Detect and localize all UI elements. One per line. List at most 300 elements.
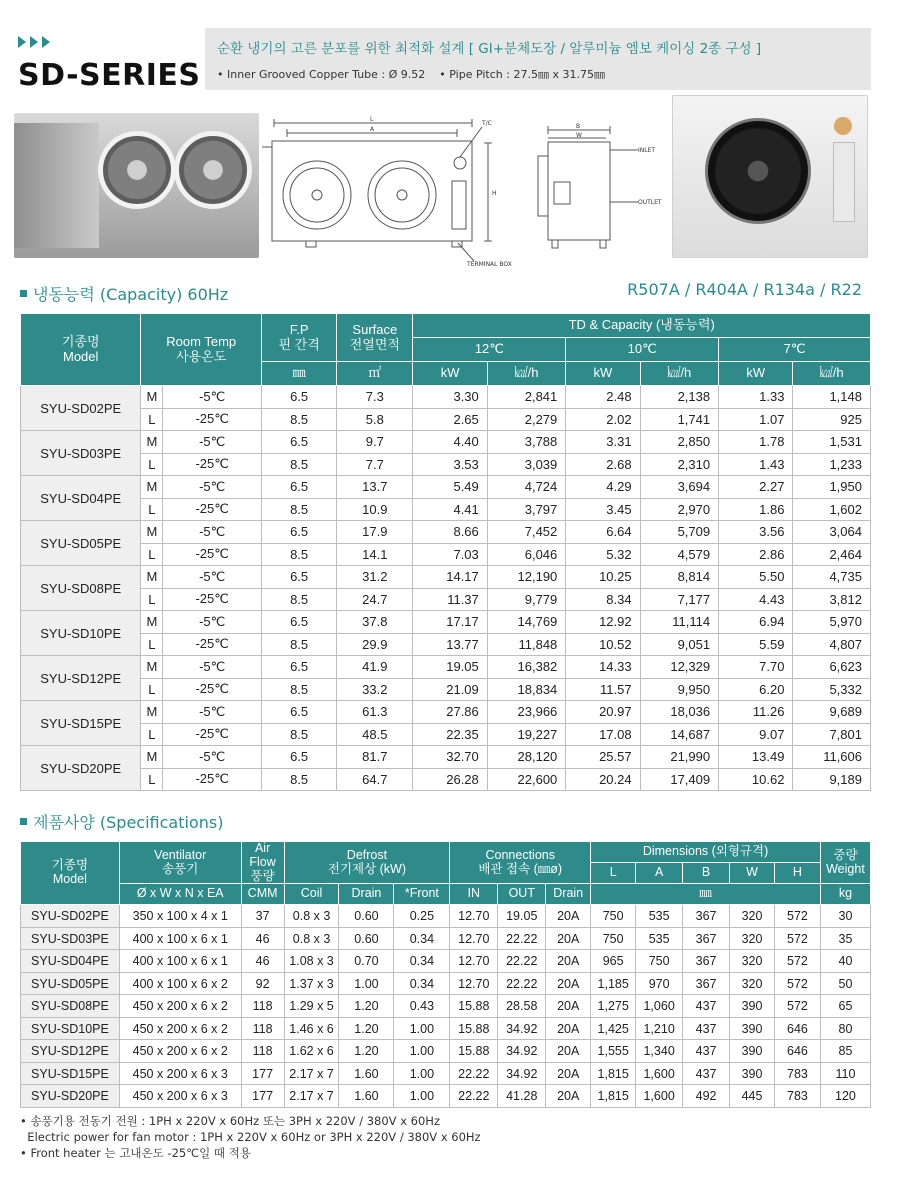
table-cell: 1.00 xyxy=(394,1017,450,1040)
table-cell: 4.43 xyxy=(719,588,793,611)
capacity-table: 기종명 Model Room Temp 사용온도 F.P 핀 간격 Surface 전열면적 TD & Capacity (냉동능력) 12℃ 10℃ 7℃ ㎜ ㎡ kW ㎉/h kW ㎉/h kW ㎉/h SYU-SD02PE M -5℃ 6.5 7.3 3.30 2,841 2.48 2,138 1.33 1,148 L -25℃ 8.5 5.8 2.65 2,279 2.02 1,741 1.07 925 SYU-SD03PE M -5℃ 6.5 9.7 4.40 3,788 3.31 2,850 1.78 1,531 L -25℃ 8.5 7.7 3.53 3,039 2.68 2,310 1.43 1,233 SYU-SD04PE M -5℃ 6.5 13.7 5.49 4,724 4.29 3,694 2.27 1,950 L -25℃ 8.5 10.9 4.41 3,797 3.45 2,970 1.86 1,602 SYU-SD05PE M -5℃ 6.5 17.9 8.66 7,452 6.64 5,709 3.56 3,064 L -25℃ 8.5 14.1 7.03 6,046 5.32 4,579 2.86 2,464 SYU-SD08PE M -5℃ 6.5 31.2 14.17 12,190 10.25 8,814 5.50 4,735 L -25℃ 8.5 24.7 11.37 9,779 8.34 7,177 4.43 3,812 SYU-SD10PE M -5℃ 6.5 37.8 17.17 14,769 12.92 11,114 6.94 5,970 L -25℃ 8.5 29.9 13.77 11,848 10.52 9,051 5.59 4,807 SYU-SD12PE M -5℃ 6.5 41.9 19.05 16,382 14.33 12,329 7.70 6,623 L -25℃ 8.5 33.2 21.09 18,834 11.57 9,950 6.20 5,332 SYU-SD15PE M -5℃ 6.5 61.3 27.86 23,966 20.97 18,036 11.26 9,689 L -25℃ 8.5 48.5 22.35 19,227 17.08 14,687 9.07 7,801 SYU-SD20PE M -5℃ 6.5 81.7 32.70 28,120 25.57 21,990 13.49 11,606 L -25℃ 8.5 64.7 26.28 22,600 20.24 17,409 10.62 9,189 xyxy=(20,313,871,791)
capacity-title: 냉동능력 (Capacity) 60Hz xyxy=(20,282,228,305)
label-tc: T/C xyxy=(482,120,492,127)
table-cell: 965 xyxy=(591,950,636,973)
table-cell: 33.2 xyxy=(337,678,413,701)
table-cell: 8,814 xyxy=(640,566,719,589)
table-cell: 61.3 xyxy=(337,701,413,724)
table-cell: 20A xyxy=(546,995,591,1018)
table-cell: 2,464 xyxy=(793,543,871,566)
table-row xyxy=(21,950,871,973)
table-cell: 1,060 xyxy=(636,995,683,1018)
table-cell: 6.20 xyxy=(719,678,793,701)
table-row xyxy=(21,521,871,544)
label-outlet: OUTLET xyxy=(638,199,662,206)
model-cell: SYU-SD02PE xyxy=(21,386,141,431)
table-cell: L xyxy=(141,543,163,566)
table-row xyxy=(21,927,871,950)
table-cell: 2,841 xyxy=(487,386,566,409)
table-cell: L xyxy=(141,768,163,791)
table-cell: 2,310 xyxy=(640,453,719,476)
table-row xyxy=(21,995,871,1018)
capacity-header-row xyxy=(21,314,871,338)
table-cell: M xyxy=(141,566,163,589)
table-cell: 1,600 xyxy=(636,1085,683,1108)
table-cell: 6.5 xyxy=(262,521,337,544)
table-cell: 400 x 100 x 6 x 2 xyxy=(119,972,241,995)
table-cell: 0.8 x 3 xyxy=(284,927,339,950)
table-cell: 6.5 xyxy=(262,431,337,454)
table-cell: 11.37 xyxy=(413,588,487,611)
table-cell: 1,600 xyxy=(636,1062,683,1085)
unit-mm: ㎜ xyxy=(262,362,337,386)
table-cell: -25℃ xyxy=(163,543,262,566)
table-cell: 1,950 xyxy=(793,476,871,499)
model-cell: SYU-SD03PE xyxy=(21,431,141,476)
table-cell: 783 xyxy=(774,1085,820,1108)
label-terminal: TERMINAL BOX xyxy=(467,261,512,268)
product-photo-single-fan xyxy=(672,95,868,258)
table-cell: 750 xyxy=(636,950,683,973)
table-cell: 21,990 xyxy=(640,746,719,769)
model-cell: SYU-SD05PE xyxy=(21,521,141,566)
table-cell: 367 xyxy=(683,927,730,950)
table-cell: 2,970 xyxy=(640,498,719,521)
table-cell: 572 xyxy=(774,950,820,973)
table-cell: 48.5 xyxy=(337,723,413,746)
table-cell: 535 xyxy=(636,905,683,928)
table-cell: 5.59 xyxy=(719,633,793,656)
model-cell: SYU-SD12PE xyxy=(21,1040,120,1063)
table-cell: 572 xyxy=(774,995,820,1018)
table-cell: 20A xyxy=(546,1017,591,1040)
table-cell: 65 xyxy=(820,995,870,1018)
table-cell: 118 xyxy=(241,995,284,1018)
model-cell: SYU-SD08PE xyxy=(21,995,120,1018)
table-cell: -5℃ xyxy=(163,476,262,499)
table-cell: 22,600 xyxy=(487,768,566,791)
table-cell: 2.86 xyxy=(719,543,793,566)
table-cell: 8.5 xyxy=(262,498,337,521)
table-row xyxy=(21,453,871,476)
table-cell: 0.43 xyxy=(394,995,450,1018)
table-cell: 3.31 xyxy=(566,431,640,454)
table-cell: 1.46 x 6 xyxy=(284,1017,339,1040)
table-cell: 7.70 xyxy=(719,656,793,679)
table-cell: 46 xyxy=(241,927,284,950)
table-cell: 3,797 xyxy=(487,498,566,521)
table-row xyxy=(21,431,871,454)
table-cell: 8.5 xyxy=(262,543,337,566)
product-photo-dual-fan xyxy=(14,113,259,258)
table-cell: 22.22 xyxy=(450,1085,498,1108)
table-cell: 11,848 xyxy=(487,633,566,656)
table-cell: 41.9 xyxy=(337,656,413,679)
table-cell: 8.5 xyxy=(262,588,337,611)
pitch-value: 27.5㎜ x 31.75㎜ xyxy=(513,68,605,81)
label-A: A xyxy=(370,126,375,133)
table-cell: 4,724 xyxy=(487,476,566,499)
table-cell: -25℃ xyxy=(163,588,262,611)
model-cell: SYU-SD15PE xyxy=(21,701,141,746)
table-cell: 1.86 xyxy=(719,498,793,521)
table-cell: 7.03 xyxy=(413,543,487,566)
table-cell: 24.7 xyxy=(337,588,413,611)
table-cell: 6.5 xyxy=(262,611,337,634)
fan-icon xyxy=(98,131,176,209)
table-row xyxy=(21,566,871,589)
table-row xyxy=(21,498,871,521)
table-cell: 572 xyxy=(774,927,820,950)
table-cell: 0.70 xyxy=(339,950,394,973)
table-cell: 12.70 xyxy=(450,927,498,950)
table-cell: 9,689 xyxy=(793,701,871,724)
table-cell: 34.92 xyxy=(498,1040,546,1063)
table-cell: 4.40 xyxy=(413,431,487,454)
table-cell: 64.7 xyxy=(337,768,413,791)
table-cell: 6.5 xyxy=(262,476,337,499)
table-cell: 320 xyxy=(730,905,775,928)
table-cell: 450 x 200 x 6 x 3 xyxy=(119,1062,241,1085)
table-cell: 118 xyxy=(241,1040,284,1063)
table-cell: 14.17 xyxy=(413,566,487,589)
table-cell: 8.66 xyxy=(413,521,487,544)
table-cell: 572 xyxy=(774,905,820,928)
table-cell: 450 x 200 x 6 x 2 xyxy=(119,995,241,1018)
table-cell: 1,275 xyxy=(591,995,636,1018)
table-cell: 2.17 x 7 xyxy=(284,1085,339,1108)
table-row xyxy=(21,1062,871,1085)
table-cell: 437 xyxy=(683,1017,730,1040)
model-cell: SYU-SD08PE xyxy=(21,566,141,611)
table-cell: 17.08 xyxy=(566,723,640,746)
table-cell: L xyxy=(141,453,163,476)
table-cell: 1,148 xyxy=(793,386,871,409)
footnotes xyxy=(20,1113,481,1161)
table-cell: -25℃ xyxy=(163,633,262,656)
table-cell: 9,051 xyxy=(640,633,719,656)
table-cell: -25℃ xyxy=(163,678,262,701)
table-cell: 6.94 xyxy=(719,611,793,634)
table-cell: 2,850 xyxy=(640,431,719,454)
table-cell: 1.00 xyxy=(394,1040,450,1063)
table-cell: 1,340 xyxy=(636,1040,683,1063)
table-cell: 14.1 xyxy=(337,543,413,566)
table-cell: 31.2 xyxy=(337,566,413,589)
table-cell: 3.45 xyxy=(566,498,640,521)
model-cell: SYU-SD10PE xyxy=(21,611,141,656)
table-cell: 535 xyxy=(636,927,683,950)
table-cell: 7.7 xyxy=(337,453,413,476)
table-cell: 12.70 xyxy=(450,972,498,995)
tube-value: Ø 9.52 xyxy=(388,68,426,81)
table-row xyxy=(21,633,871,656)
model-cell: SYU-SD03PE xyxy=(21,927,120,950)
table-cell: 10.62 xyxy=(719,768,793,791)
table-cell: 7.3 xyxy=(337,386,413,409)
model-cell: SYU-SD20PE xyxy=(21,1085,120,1108)
table-cell: 8.5 xyxy=(262,768,337,791)
table-cell: 29.9 xyxy=(337,633,413,656)
bullet-square-icon xyxy=(20,818,27,825)
table-cell: 445 xyxy=(730,1085,775,1108)
table-cell: 19.05 xyxy=(498,905,546,928)
front-view-drawing xyxy=(262,113,524,268)
table-cell: 367 xyxy=(683,972,730,995)
table-row xyxy=(21,1040,871,1063)
table-cell: -5℃ xyxy=(163,431,262,454)
table-cell: 0.34 xyxy=(394,927,450,950)
table-row xyxy=(21,543,871,566)
table-cell: 20A xyxy=(546,1040,591,1063)
table-cell: -5℃ xyxy=(163,566,262,589)
table-cell: 1,210 xyxy=(636,1017,683,1040)
table-cell: -25℃ xyxy=(163,723,262,746)
table-cell: 15.88 xyxy=(450,1017,498,1040)
table-cell: 22.35 xyxy=(413,723,487,746)
side-view-drawing xyxy=(528,120,670,260)
table-cell: 367 xyxy=(683,905,730,928)
table-cell: 12.70 xyxy=(450,905,498,928)
table-cell: 1.29 x 5 xyxy=(284,995,339,1018)
table-cell: 9,950 xyxy=(640,678,719,701)
table-row xyxy=(21,1085,871,1108)
label-B: B xyxy=(576,123,581,130)
table-cell: 3,788 xyxy=(487,431,566,454)
table-cell: -5℃ xyxy=(163,386,262,409)
table-cell: 5.50 xyxy=(719,566,793,589)
col-airflow: Air Flow 풍량 xyxy=(241,842,284,884)
table-cell: 3.30 xyxy=(413,386,487,409)
table-cell: 572 xyxy=(774,972,820,995)
table-cell: 4,807 xyxy=(793,633,871,656)
table-cell: 27.86 xyxy=(413,701,487,724)
table-cell: 2.02 xyxy=(566,408,640,431)
table-cell: 1.33 xyxy=(719,386,793,409)
table-cell: 14,687 xyxy=(640,723,719,746)
model-cell: SYU-SD12PE xyxy=(21,656,141,701)
table-cell: 17,409 xyxy=(640,768,719,791)
fan-icon xyxy=(174,131,252,209)
model-cell: SYU-SD04PE xyxy=(21,476,141,521)
table-cell: 3,064 xyxy=(793,521,871,544)
table-cell: 8.5 xyxy=(262,453,337,476)
table-cell: 750 xyxy=(591,927,636,950)
table-row xyxy=(21,476,871,499)
table-cell: 320 xyxy=(730,972,775,995)
table-cell: 1.00 xyxy=(394,1085,450,1108)
table-cell: 22.22 xyxy=(498,927,546,950)
table-cell: 14.33 xyxy=(566,656,640,679)
table-cell: 350 x 100 x 4 x 1 xyxy=(119,905,241,928)
label-L: L xyxy=(370,116,374,123)
table-cell: 1,185 xyxy=(591,972,636,995)
table-cell: 34.92 xyxy=(498,1062,546,1085)
table-cell: -25℃ xyxy=(163,768,262,791)
table-cell: 0.25 xyxy=(394,905,450,928)
table-cell: M xyxy=(141,746,163,769)
table-cell: 6.5 xyxy=(262,656,337,679)
table-cell: 2,279 xyxy=(487,408,566,431)
tube-info xyxy=(217,66,605,82)
table-cell: 8.5 xyxy=(262,633,337,656)
model-cell: SYU-SD20PE xyxy=(21,746,141,791)
table-cell: 7,801 xyxy=(793,723,871,746)
table-cell: M xyxy=(141,656,163,679)
table-cell: 2,138 xyxy=(640,386,719,409)
table-cell: 970 xyxy=(636,972,683,995)
footnote-front-heater: • Front heater 는 고내온도 -25℃일 때 적용 xyxy=(20,1146,251,1160)
table-cell: 50 xyxy=(820,972,870,995)
table-cell: 400 x 100 x 6 x 1 xyxy=(119,950,241,973)
col-defrost: Defrost 전기제상 (kW) xyxy=(284,842,450,884)
table-cell: L xyxy=(141,633,163,656)
refrigerants: R507A / R404A / R134a / R22 xyxy=(627,280,862,299)
table-cell: 4,579 xyxy=(640,543,719,566)
table-cell: 1,531 xyxy=(793,431,871,454)
fan-icon xyxy=(705,118,811,224)
table-cell: 437 xyxy=(683,1040,730,1063)
table-cell: 390 xyxy=(730,1017,775,1040)
table-row xyxy=(21,723,871,746)
table-cell: 21.09 xyxy=(413,678,487,701)
table-cell: 0.60 xyxy=(339,905,394,928)
table-row xyxy=(21,768,871,791)
table-cell: 32.70 xyxy=(413,746,487,769)
table-cell: 750 xyxy=(591,905,636,928)
table-cell: 6.5 xyxy=(262,746,337,769)
table-cell: 450 x 200 x 6 x 3 xyxy=(119,1085,241,1108)
table-cell: 6.5 xyxy=(262,701,337,724)
bullet-square-icon xyxy=(20,290,27,297)
table-row xyxy=(21,611,871,634)
col-surface: Surface 전열면적 xyxy=(337,314,413,362)
table-cell: 390 xyxy=(730,1062,775,1085)
table-cell: 0.8 x 3 xyxy=(284,905,339,928)
table-row xyxy=(21,746,871,769)
tube-label: • Inner Grooved Copper Tube : xyxy=(217,68,386,81)
table-row xyxy=(21,386,871,409)
table-cell: 35 xyxy=(820,927,870,950)
table-cell: 450 x 200 x 6 x 2 xyxy=(119,1017,241,1040)
table-cell: 5,332 xyxy=(793,678,871,701)
table-cell: L xyxy=(141,723,163,746)
table-cell: 177 xyxy=(241,1085,284,1108)
table-cell: 1.07 xyxy=(719,408,793,431)
table-cell: 0.34 xyxy=(394,972,450,995)
table-cell: 1.08 x 3 xyxy=(284,950,339,973)
table-cell: 1.43 xyxy=(719,453,793,476)
table-cell: 4.29 xyxy=(566,476,640,499)
table-cell: 22.22 xyxy=(498,950,546,973)
table-cell: 6,623 xyxy=(793,656,871,679)
table-cell: 17.9 xyxy=(337,521,413,544)
table-cell: 437 xyxy=(683,995,730,1018)
specs-title: 제품사양 (Specifications) xyxy=(20,810,223,833)
model-cell: SYU-SD02PE xyxy=(21,905,120,928)
table-row xyxy=(21,588,871,611)
table-cell: 7,177 xyxy=(640,588,719,611)
table-cell: 17.17 xyxy=(413,611,487,634)
table-cell: 8.5 xyxy=(262,678,337,701)
table-cell: 81.7 xyxy=(337,746,413,769)
table-cell: 12,190 xyxy=(487,566,566,589)
model-cell: SYU-SD10PE xyxy=(21,1017,120,1040)
table-cell: L xyxy=(141,498,163,521)
table-cell: 9,189 xyxy=(793,768,871,791)
table-cell: 1,602 xyxy=(793,498,871,521)
table-cell: 37.8 xyxy=(337,611,413,634)
table-cell: 11.26 xyxy=(719,701,793,724)
table-cell: 12,329 xyxy=(640,656,719,679)
table-cell: 15.88 xyxy=(450,1040,498,1063)
table-cell: 1.20 xyxy=(339,1017,394,1040)
table-cell: 9,779 xyxy=(487,588,566,611)
table-cell: 1.20 xyxy=(339,995,394,1018)
table-cell: 110 xyxy=(820,1062,870,1085)
table-cell: 20A xyxy=(546,1062,591,1085)
table-cell: 1,741 xyxy=(640,408,719,431)
table-cell: 1.62 x 6 xyxy=(284,1040,339,1063)
col-weight: 중량 Weight xyxy=(820,842,870,884)
terminal-box xyxy=(833,142,855,222)
table-cell: 2.27 xyxy=(719,476,793,499)
table-cell: 41.28 xyxy=(498,1085,546,1108)
model-cell: SYU-SD15PE xyxy=(21,1062,120,1085)
table-cell: 492 xyxy=(683,1085,730,1108)
table-cell: 2.17 x 7 xyxy=(284,1062,339,1085)
table-cell: 20A xyxy=(546,972,591,995)
table-cell: 20.97 xyxy=(566,701,640,724)
col-room-temp: Room Temp 사용온도 xyxy=(141,314,262,386)
table-cell: 5.49 xyxy=(413,476,487,499)
table-row xyxy=(21,408,871,431)
table-cell: 2.68 xyxy=(566,453,640,476)
table-cell: -5℃ xyxy=(163,656,262,679)
pitch-label: • Pipe Pitch : xyxy=(439,68,510,81)
table-cell: 37 xyxy=(241,905,284,928)
table-cell: M xyxy=(141,476,163,499)
table-cell: 0.60 xyxy=(339,927,394,950)
table-cell: 1,425 xyxy=(591,1017,636,1040)
table-cell: 23,966 xyxy=(487,701,566,724)
table-cell: 450 x 200 x 6 x 2 xyxy=(119,1040,241,1063)
table-cell: 646 xyxy=(774,1017,820,1040)
table-cell: -25℃ xyxy=(163,498,262,521)
table-cell: 13.77 xyxy=(413,633,487,656)
table-cell: 3.56 xyxy=(719,521,793,544)
col-td-capacity: TD & Capacity (냉동능력) xyxy=(413,314,871,338)
table-cell: 10.9 xyxy=(337,498,413,521)
table-cell: 4.41 xyxy=(413,498,487,521)
table-cell: 2.65 xyxy=(413,408,487,431)
table-cell: 46 xyxy=(241,950,284,973)
table-cell: 1.60 xyxy=(339,1062,394,1085)
footnote-power-en: Electric power for fan motor : 1PH x 220V x 60Hz or 3PH x 220V / 380V x 60Hz xyxy=(20,1130,481,1144)
table-cell: -25℃ xyxy=(163,453,262,476)
table-cell: 10.25 xyxy=(566,566,640,589)
col-dimensions: Dimensions (외형규격) xyxy=(591,842,821,863)
table-cell: 5.32 xyxy=(566,543,640,566)
table-cell: 1.00 xyxy=(339,972,394,995)
col-10c: 10℃ xyxy=(566,338,719,362)
arrow-icons xyxy=(18,36,50,48)
table-cell: 1.78 xyxy=(719,431,793,454)
table-cell: -5℃ xyxy=(163,611,262,634)
table-cell: 18,036 xyxy=(640,701,719,724)
table-cell: 6.64 xyxy=(566,521,640,544)
table-cell: 20.24 xyxy=(566,768,640,791)
